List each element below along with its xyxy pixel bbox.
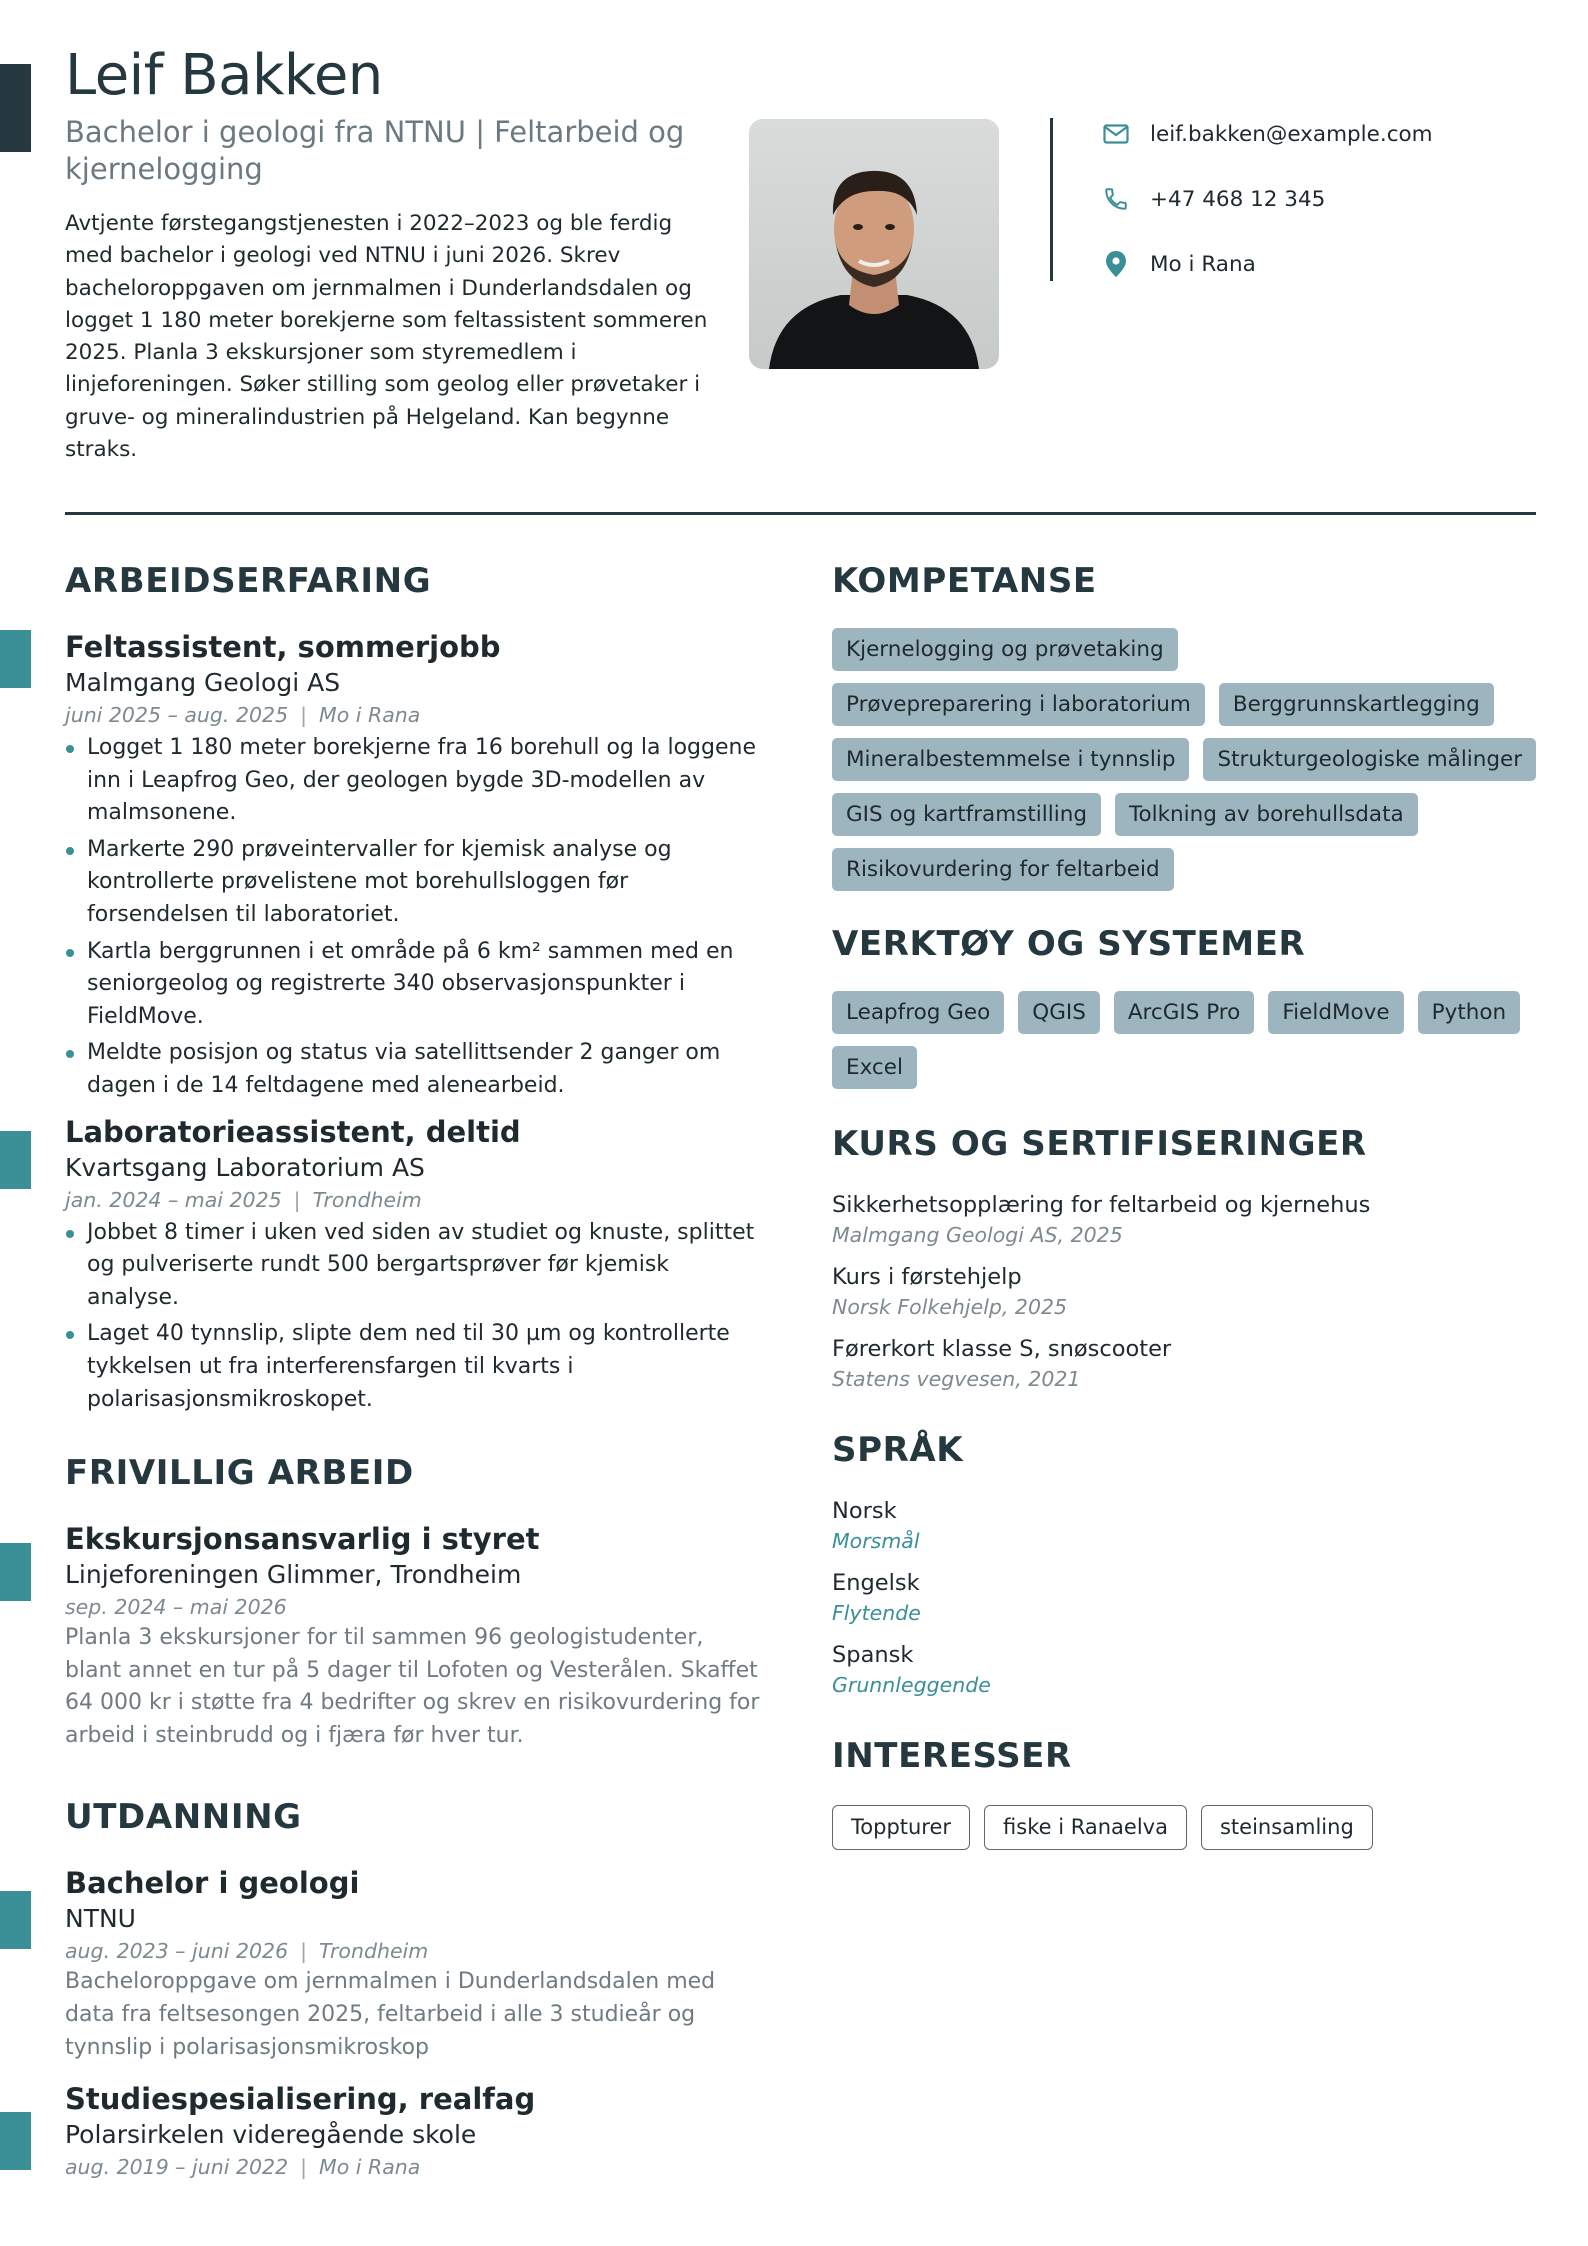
skill-tag: Berggrunnskartlegging [1219,683,1494,726]
education-accent-bar [0,2112,31,2170]
job-bullet: Markerte 290 prøveintervaller for kjemisk analyse og kontrollerte prøvelistene mot borehullsloggen før forsendelsen til laboratoriet. [65,834,765,932]
section-title-courses: KURS OG SERTIFISERINGER [832,1124,1367,1164]
job-title: Laboratorieassistent, deltid [65,1114,521,1149]
job-bullet: Jobbet 8 timer i uken ved siden av studiet og knuste, splittet og pulveriserte rundt 500 bergartsprøver før kjemisk analyse. [65,1217,765,1315]
language-level: Morsmål [832,1529,920,1553]
left-column [65,560,765,2182]
summary: Avtjente førstegangstjenesten i 2022–2023 og ble ferdig med bachelor i geologi ved NTNU i juni 2026. Skrev bacheloroppgaven om jernmalmen i Dunderlandsdalen og logget 1 180 meter borekjerne som feltassistent sommeren 2025. Planla 3 ekskursjoner som styremedlem i linjeforeningen. Søker stilling som geolog eller prøvetaker i gruve- og mineralindustrien på Helgeland. Kan begynne straks. [65,211,708,463]
skill-tag: GIS og kartframstilling [832,793,1101,836]
education-meta [65,1936,765,1966]
job-meta [65,1185,765,1215]
section-title-tools: VERKTØY OG SYSTEMER [832,924,1306,964]
job-bullets [65,1217,765,1417]
course-name: Førerkort klasse S, snøscooter [832,1336,1172,1362]
course-name: Sikkerhetsopplæring for feltarbeid og kjernehus [832,1192,1371,1218]
education-location: Mo i Rana [319,2155,421,2180]
mail-icon [1100,118,1132,150]
volunteer-description: Planla 3 ekskursjoner for til sammen 96 geologistudenter, blant annet en tur på 5 dager til Lofoten og Vesterålen. Skaffet 64 000 kr i støtte fra 4 bedrifter og skrev en risikovurdering for arbeid i steinbrudd og i fjæra før hver tur. [65,1625,760,1748]
education-dates: aug. 2019 – juni 2022 [65,2155,289,2180]
education-school: NTNU [65,1904,136,1934]
job-accent-bar [0,630,31,688]
meta-separator: | [293,1187,301,1212]
course-list [832,1189,1537,1393]
contact-location-text: Mo i Rana [1150,251,1256,277]
meta-separator: | [300,703,308,727]
meta-separator: | [300,1939,308,1964]
interests-tag-list [832,1805,1537,1850]
job-title: Feltassistent, sommerjobb [65,630,501,664]
tool-tag: Leapfrog Geo [832,991,1004,1034]
language-entry [832,1495,1537,1555]
tool-tag: FieldMove [1268,991,1403,1034]
interest-tag: Toppturer [832,1805,970,1850]
education-entry [65,1864,765,2064]
header-accent-bar [0,64,31,152]
job-dates: jan. 2024 – mai 2025 [65,1187,282,1212]
job-company: Malmgang Geologi AS [65,668,341,697]
volunteer-accent-bar [0,1543,31,1601]
headline: Bachelor i geologi fra NTNU | Feltarbeid og kjernelogging [65,115,685,186]
interest-tag: fiske i Ranaelva [984,1805,1187,1850]
skill-tag: Strukturgeologiske målinger [1203,738,1536,781]
tool-tag: ArcGIS Pro [1114,991,1255,1034]
course-issuer: Malmgang Geologi AS, 2025 [832,1223,1123,1247]
skill-tag: Mineralbestemmelse i tynnslip [832,738,1189,781]
tool-tag: Excel [832,1046,917,1089]
meta-separator: | [300,2155,308,2180]
course-issuer: Norsk Folkehjelp, 2025 [832,1295,1068,1319]
job-accent-bar [0,1131,31,1189]
tools-tag-list [832,991,1537,1089]
skill-tag: Risikovurdering for feltarbeid [832,848,1174,891]
education-accent-bar [0,1891,31,1949]
job-bullet: Logget 1 180 meter borekjerne fra 16 borehull og la loggene inn i Leapfrog Geo, der geologen bygde 3D-modellen av malmsonene. [65,732,765,830]
skill-tag: Kjernelogging og prøvetaking [832,628,1178,671]
section-title-interests: INTERESSER [832,1736,1072,1776]
course-issuer: Statens vegvesen, 2021 [832,1367,1081,1391]
volunteer-role: Ekskursjonsansvarlig i styret [65,1522,540,1557]
interest-tag: steinsamling [1201,1805,1373,1850]
section-title-languages: SPRÅK [832,1430,964,1470]
job-bullet: Laget 40 tynnslip, slipte dem ned til 30 µm og kontrollerte tykkelsen ut fra interferensfargen til kvarts i polarisasjonsmikroskopet. [65,1318,765,1416]
skill-tag: Prøvepreparering i laboratorium [832,683,1205,726]
job-location: Mo i Rana [319,703,421,727]
section-title-education: UTDANNING [65,1797,302,1838]
job-bullet: Kartla berggrunnen i et område på 6 km² sammen med en seniorgeolog og registrerte 340 observasjonspunkter i FieldMove. [65,936,765,1034]
right-column [832,560,1537,1850]
candidate-name: Leif Bakken [65,43,383,108]
education-location: Trondheim [319,1939,429,1964]
job-dates: juni 2025 – aug. 2025 [65,703,289,727]
section-title-volunteer: FRIVILLIG ARBEID [65,1453,414,1494]
language-name: Engelsk [832,1570,920,1596]
language-list [832,1495,1537,1699]
job-location: Trondheim [312,1187,422,1212]
education-meta [65,2152,765,2182]
tool-tag: Python [1418,991,1521,1034]
education-school: Polarsirkelen videregående skole [65,2120,477,2150]
tool-tag: QGIS [1018,991,1100,1034]
contact-divider [1050,118,1053,281]
education-degree: Studiespesialisering, realfag [65,2082,536,2117]
header-divider [65,512,1536,515]
skill-tag: Tolkning av borehullsdata [1115,793,1418,836]
volunteer-entry [65,1520,765,1752]
language-level: Flytende [832,1601,921,1625]
education-entry [65,2080,765,2182]
language-name: Spansk [832,1642,914,1668]
contact-location [1100,248,1256,280]
phone-icon [1100,183,1132,215]
job-bullet: Meldte posisjon og status via satellittsender 2 ganger om dagen i de 14 feltdagene med alenearbeid. [65,1037,765,1102]
job-bullets [65,732,765,1103]
volunteer-org: Linjeforeningen Glimmer, Trondheim [65,1560,522,1590]
job-company: Kvartsgang Laboratorium AS [65,1152,425,1182]
course-entry [832,1261,1537,1321]
language-level: Grunnleggende [832,1673,991,1697]
section-title-experience: ARBEIDSERFARING [65,561,432,601]
contact-phone[interactable] [1100,183,1325,215]
contact-email-text: leif.bakken@example.com [1150,121,1433,147]
contact-phone-text: +47 468 12 345 [1150,186,1326,212]
job-entry [65,628,765,1103]
language-entry [832,1567,1537,1627]
course-name: Kurs i førstehjelp [832,1264,1022,1290]
skills-tag-list [832,628,1537,891]
location-pin-icon [1100,248,1132,280]
section-title-skills: KOMPETANSE [832,561,1097,601]
volunteer-dates: sep. 2024 – mai 2026 [65,1595,287,1620]
education-description: Bacheloroppgave om jernmalmen i Dunderlandsdalen med data fra feltsesongen 2025, feltarbeid i alle 3 studieår og tynnslip i polarisasjonsmikroskop [65,1969,716,2060]
course-entry [832,1333,1537,1393]
language-entry [832,1639,1537,1699]
job-meta [65,700,765,730]
course-entry [832,1189,1537,1249]
profile-photo [749,119,999,369]
contact-email[interactable] [1100,118,1433,150]
education-dates: aug. 2023 – juni 2026 [65,1939,289,1964]
language-name: Norsk [832,1498,897,1524]
job-entry [65,1113,765,1417]
education-degree: Bachelor i geologi [65,1866,360,1901]
